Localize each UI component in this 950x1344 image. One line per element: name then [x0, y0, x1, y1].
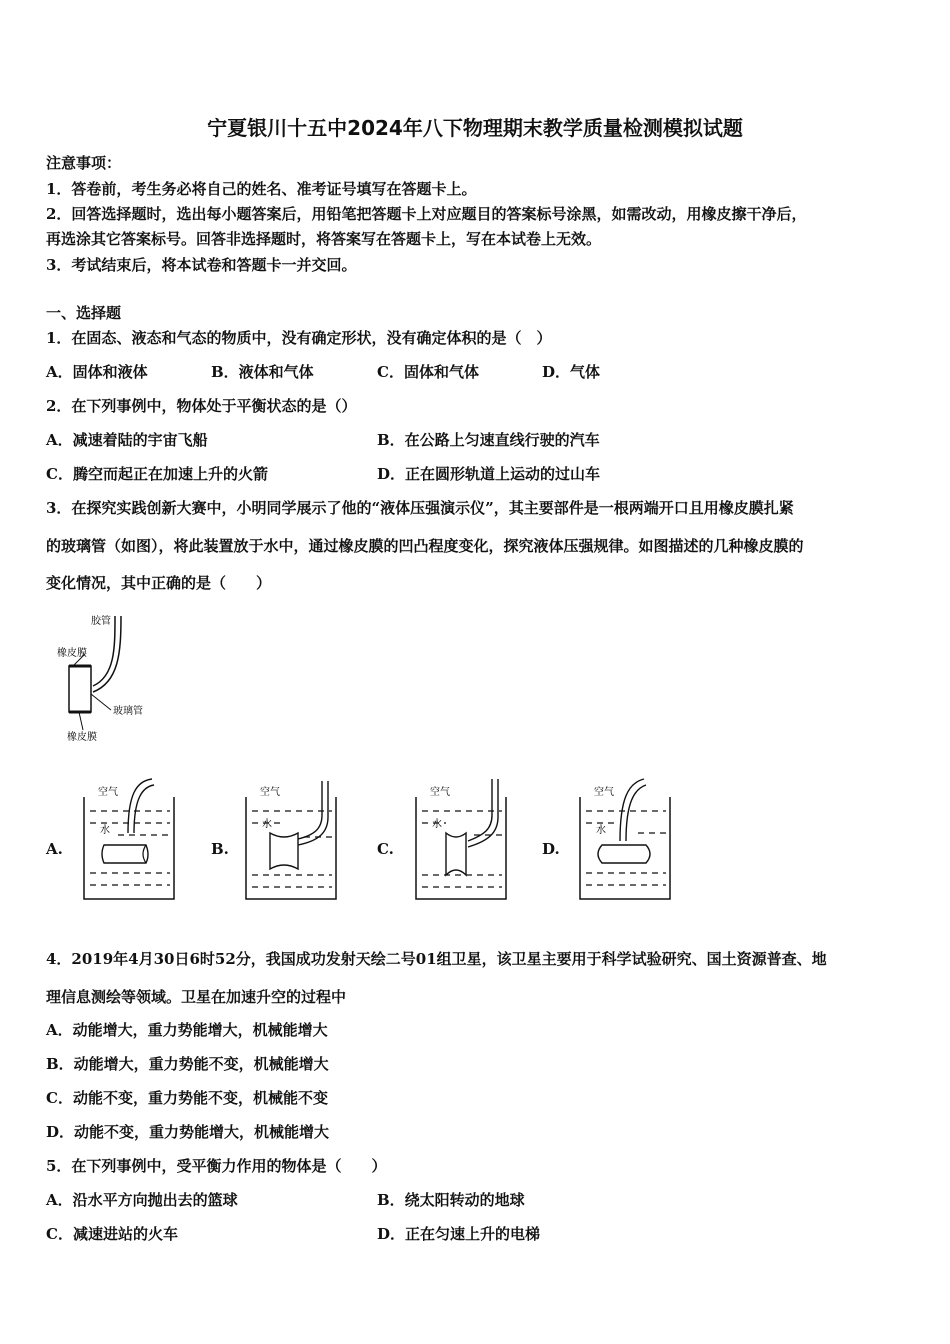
- svg-text:水: 水: [262, 819, 272, 830]
- label-glass-tube: 玻璃管: [113, 706, 143, 717]
- note-item: 1．答卷前，考生务必将自己的姓名、准考证号填写在答题卡上。: [46, 180, 477, 198]
- label-hose: 胶管: [91, 616, 111, 627]
- section-heading: 一、选择题: [46, 304, 122, 322]
- q3-option-c-label[interactable]: C.: [377, 840, 394, 858]
- question-3-stem-line1: 3．在探究实践创新大赛中，小明同学展示了他的“液体压强演示仪”，其主要部件是一根两端开口且用橡皮膜扎紧: [46, 499, 794, 517]
- question-3-stem-line3: 变化情况，其中正确的是（ ）: [46, 574, 272, 592]
- svg-text:水: 水: [596, 825, 606, 836]
- q1-option-c: C．固体和气体: [377, 363, 479, 381]
- svg-text:空气: 空气: [430, 787, 450, 798]
- question-1-stem: 1．在固态、液态和气态的物质中，没有确定形状，没有确定体积的是（ ）: [46, 329, 552, 347]
- page-title: 宁夏银川十五中2024年八下物理期末教学质量检测模拟试题: [207, 116, 743, 140]
- beaker-c: [410, 775, 512, 905]
- q5-option-b: B．绕太阳转动的地球: [377, 1191, 525, 1209]
- q4-option-b: B．动能增大，重力势能不变，机械能增大: [46, 1055, 329, 1073]
- q2-option-d: D．正在圆形轨道上运动的过山车: [377, 465, 601, 483]
- question-2-stem: 2．在下列事例中，物体处于平衡状态的是（）: [46, 397, 357, 415]
- q3-option-b-label[interactable]: B.: [211, 840, 229, 858]
- label-membrane-top: 橡皮膜: [57, 648, 87, 659]
- label-membrane-bottom: 橡皮膜: [67, 732, 97, 743]
- q3-option-d-label[interactable]: D.: [542, 840, 560, 858]
- beaker-a: [78, 775, 180, 905]
- question-4-stem-line1: 4．2019年4月30日6时52分，我国成功发射天绘二号01组卫星，该卫星主要用于科学试验研究、国土资源普查、地: [46, 950, 827, 968]
- note-item: 再选涂其它答案标号。回答非选择题时，将答案写在答题卡上，写在本试卷上无效。: [46, 230, 602, 248]
- svg-text:水: 水: [432, 819, 442, 830]
- q1-option-a: A．固体和液体: [46, 363, 148, 381]
- q5-option-c: C．减速进站的火车: [46, 1225, 178, 1243]
- svg-text:空气: 空气: [594, 787, 614, 798]
- q2-option-c: C．腾空而起正在加速上升的火箭: [46, 465, 268, 483]
- question-3-stem-line2: 的玻璃管（如图），将此装置放于水中，通过橡皮膜的凹凸程度变化，探究液体压强规律。如图描述的几种橡皮膜的: [46, 537, 804, 555]
- svg-text:空气: 空气: [98, 787, 118, 798]
- q4-option-d: D．动能不变，重力势能增大，机械能增大: [46, 1123, 330, 1141]
- note-item: 3．考试结束后，将本试卷和答题卡一并交回。: [46, 256, 357, 274]
- svg-text:空气: 空气: [260, 787, 280, 798]
- q5-option-a: A．沿水平方向抛出去的篮球: [46, 1191, 238, 1209]
- svg-text:水: 水: [100, 825, 110, 836]
- question-4-stem-line2: 理信息测绘等领域。卫星在加速升空的过程中: [46, 988, 347, 1006]
- q2-option-a: A．减速着陆的宇宙飞船: [46, 431, 208, 449]
- notes-heading: 注意事项：: [46, 154, 122, 172]
- q2-option-b: B．在公路上匀速直线行驶的汽车: [377, 431, 600, 449]
- note-item: 2．回答选择题时，选出每小题答案后，用铅笔把答题卡上对应题目的答案标号涂黑，如需改动，用橡皮擦干净后，: [46, 205, 807, 223]
- q1-option-b: B．液体和气体: [211, 363, 314, 381]
- q5-option-d: D．正在匀速上升的电梯: [377, 1225, 541, 1243]
- question-5-stem: 5．在下列事例中，受平衡力作用的物体是（ ）: [46, 1157, 387, 1175]
- q4-option-a: A．动能增大，重力势能增大，机械能增大: [46, 1021, 328, 1039]
- glass-tube-shape: [69, 666, 91, 712]
- q4-option-c: C．动能不变，重力势能不变，机械能不变: [46, 1089, 328, 1107]
- beaker-d: [574, 775, 676, 905]
- beaker-b: [240, 775, 342, 905]
- q1-option-d: D．气体: [542, 363, 601, 381]
- q3-option-a-label[interactable]: A.: [46, 840, 63, 858]
- device-figure: [55, 608, 175, 748]
